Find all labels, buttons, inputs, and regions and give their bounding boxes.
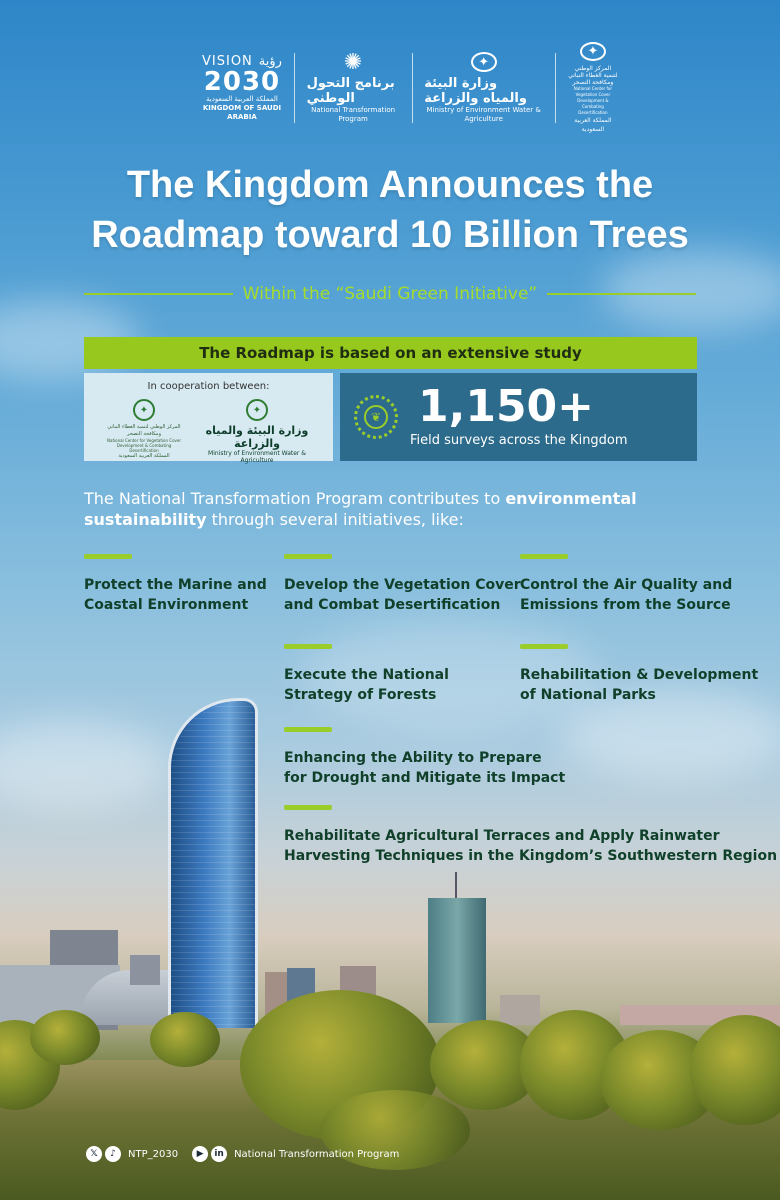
initiative-line-1: Rehabilitation & Development <box>520 667 759 683</box>
building <box>500 995 540 1025</box>
footer-program[interactable]: National Transformation Program <box>234 1148 400 1160</box>
initiative-line-2: and Combat Desertification <box>284 597 501 613</box>
initiative-line-2: of National Parks <box>520 687 656 703</box>
field-surveys-stat <box>340 373 697 461</box>
ministry-logo-small <box>192 399 322 464</box>
initiative-line-1: Execute the National <box>284 667 449 683</box>
tiktok-icon[interactable]: ♪ <box>105 1146 121 1162</box>
palm-swords-emblem-icon: ✦ <box>471 52 497 72</box>
cloud <box>0 720 170 810</box>
x-icon[interactable]: 𝕏 <box>86 1146 102 1162</box>
ntp-name-ar: برنامج التحول الوطني <box>306 76 395 106</box>
initiative-bar <box>284 727 332 732</box>
cooperation-label: In cooperation between: <box>147 381 270 392</box>
initiative-item <box>284 727 565 788</box>
title-line-2: Roadmap toward 10 Billion Trees <box>91 214 689 256</box>
initiative-line-2: for Drought and Mitigate its Impact <box>284 770 566 786</box>
center-country-ar-small: المملكة العربية السعودية <box>118 453 170 459</box>
vision-label-ar: رؤية <box>258 54 282 69</box>
footer-handle[interactable]: NTP_2030 <box>128 1148 179 1160</box>
curved-glass-tower <box>168 698 258 1028</box>
tree <box>30 1010 100 1065</box>
initiative-line-2: Strategy of Forests <box>284 687 437 703</box>
subtitle-line-right <box>547 293 696 295</box>
ministry-name-en: Ministry of Environment Water & Agriculture <box>426 106 541 123</box>
building <box>130 955 160 985</box>
palm-swords-emblem-icon: ✦ <box>133 399 155 421</box>
footer-social <box>86 1146 413 1162</box>
subtitle-line-left <box>84 293 233 295</box>
center-country-ar: المملكة العربية السعودية <box>574 117 612 133</box>
initiative-line-1: Control the Air Quality and <box>520 577 733 593</box>
vegetation-center-logo <box>556 44 630 133</box>
intro-part-2: through several initiatives, like: <box>206 510 464 529</box>
intro-part-1: The National Transformation Program contributes to <box>84 489 506 508</box>
ministry-logo <box>412 52 555 124</box>
center-name-en: National Center for Vegetation Cover Development & Combating Desertification <box>573 86 612 115</box>
center-name-ar-small: المركز الوطني لتنمية الغطاء النباتي ومكافحة التصحر <box>107 424 181 437</box>
initiative-line-2: Coastal Environment <box>84 597 249 613</box>
cooperation-box <box>84 373 333 464</box>
tower-spire <box>455 872 457 900</box>
ntp-name-en: National Transformation Program <box>311 106 396 123</box>
initiative-item <box>520 554 732 615</box>
leaf-gear-icon: ❦ <box>354 395 398 439</box>
initiative-line-1: Develop the Vegetation Cover <box>284 577 521 593</box>
header-logos <box>190 44 630 133</box>
initiative-line-1: Rehabilitate Agricultural Terraces and Apply Rainwater <box>284 828 720 844</box>
initiative-item <box>84 554 267 615</box>
youtube-icon[interactable]: ▶ <box>192 1146 208 1162</box>
ntp-emblem-icon: ✺ <box>343 50 363 75</box>
initiative-bar <box>520 554 568 559</box>
intro-highlight: environmental sustainability <box>84 489 637 529</box>
center-name-en-small: National Center for Vegetation Cover Development & Combating Desertification <box>107 438 181 453</box>
initiative-line-1: Protect the Marine and <box>84 577 267 593</box>
initiative-bar <box>284 644 332 649</box>
linkedin-icon[interactable]: in <box>211 1146 227 1162</box>
initiative-line-2: Emissions from the Source <box>520 597 731 613</box>
initiative-bar <box>84 554 132 559</box>
initiative-item <box>284 805 777 866</box>
ministry-name-ar: وزارة البيئة والمياه والزراعة <box>424 76 527 106</box>
palm-swords-emblem-icon: ✦ <box>580 42 606 61</box>
palm-swords-emblem-icon: ✦ <box>246 399 268 421</box>
center-name-ar: المركز الوطني لتنمية الغطاء النباتي ومكافحة التصحر <box>568 65 618 86</box>
study-banner: The Roadmap is based on an extensive study <box>84 337 697 369</box>
initiative-item <box>284 644 449 705</box>
title-line-1: The Kingdom Announces the <box>126 164 654 206</box>
initiative-item <box>284 554 521 615</box>
initiative-bar <box>520 644 568 649</box>
subtitle: Within the “Saudi Green Initiative” <box>242 284 538 304</box>
vision-country-en: KINGDOM OF SAUDI ARABIA <box>202 104 282 121</box>
tree <box>150 1012 220 1067</box>
initiative-line-2: Harvesting Techniques in the Kingdom’s Southwestern Region <box>284 848 778 864</box>
initiative-bar <box>284 805 332 810</box>
initiative-line-1: Enhancing the Ability to Prepare <box>284 750 542 766</box>
page-title <box>0 160 780 260</box>
subtitle-row <box>84 284 696 304</box>
ntp-logo <box>295 52 412 124</box>
glass-tower <box>428 898 486 1023</box>
stat-label: Field surveys across the Kingdom <box>410 433 628 448</box>
initiative-bar <box>284 554 332 559</box>
intro-text <box>84 488 724 530</box>
vision-2030-logo <box>190 52 294 124</box>
stat-value: 1,150+ <box>418 381 595 432</box>
vision-country-ar: المملكة العربية السعودية <box>206 95 278 103</box>
vision-label-en: VISION <box>202 54 253 69</box>
vision-year: 2030 <box>203 67 281 97</box>
ministry-name-ar-small: وزارة البيئة والمياه والزراعة <box>205 424 309 450</box>
initiative-item <box>520 644 758 705</box>
ministry-name-en-small: Ministry of Environment Water & Agriculture <box>208 450 306 464</box>
vegetation-center-logo-small <box>104 399 184 460</box>
